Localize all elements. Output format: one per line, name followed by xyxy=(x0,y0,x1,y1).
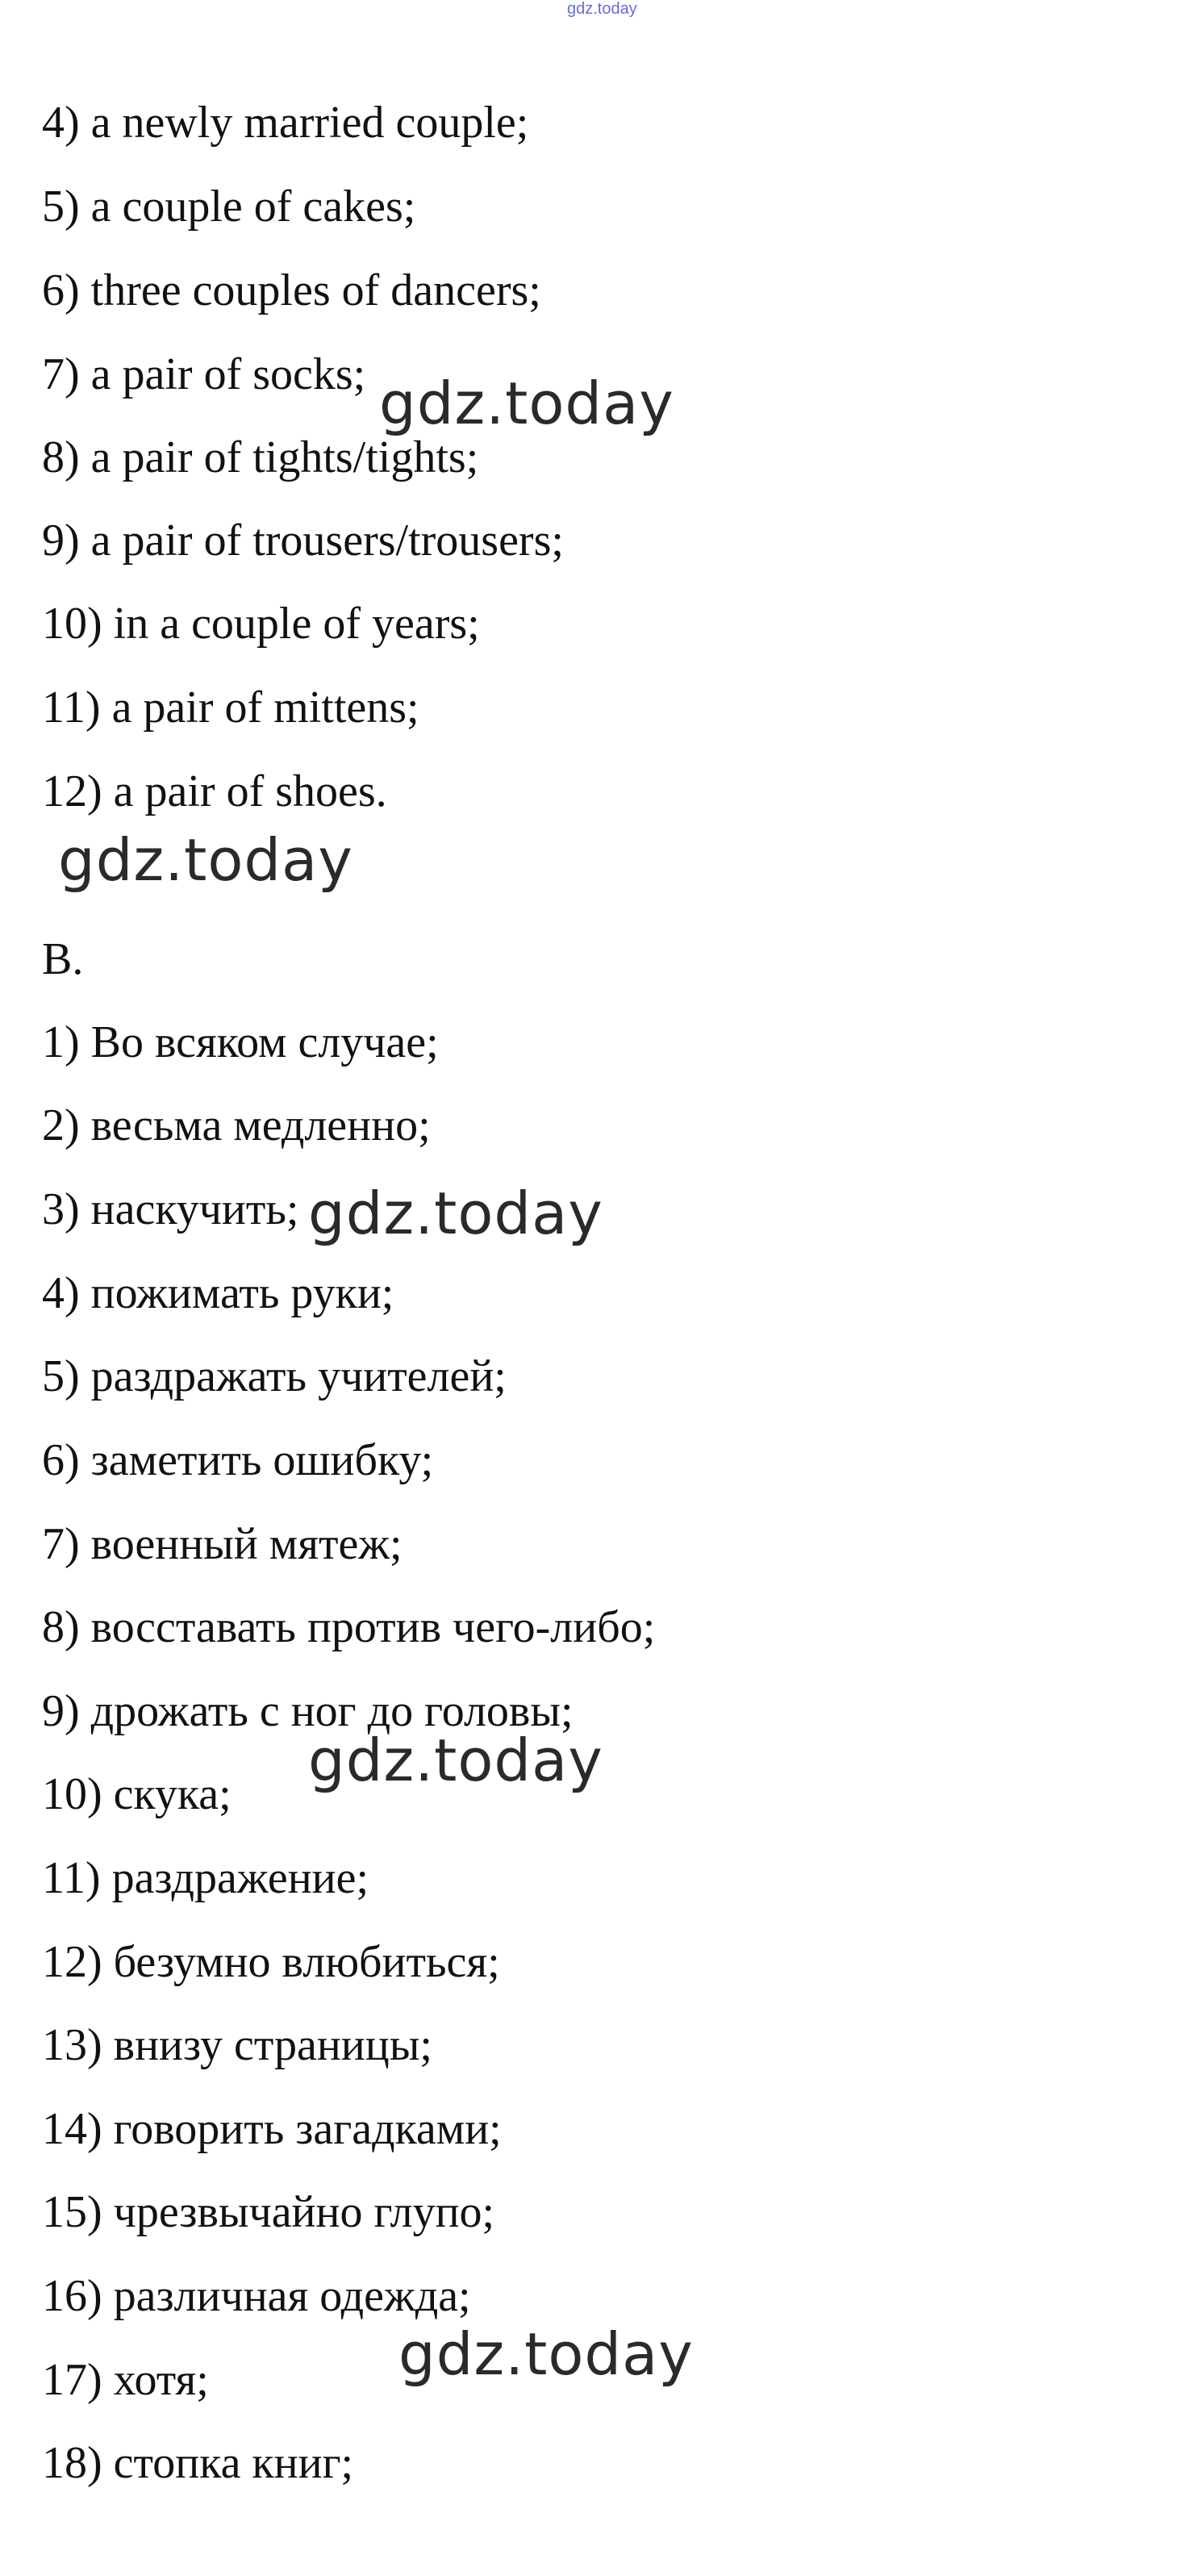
list-item: 11) a pair of mittens; xyxy=(42,683,419,733)
list-item: 10) скука; xyxy=(42,1769,232,1819)
list-item: 18) стопка книг; xyxy=(42,2438,354,2488)
list-item: 14) говорить загадками; xyxy=(42,2104,502,2154)
list-item: 6) three couples of dancers; xyxy=(42,265,541,315)
list-item: 11) раздражение; xyxy=(42,1853,369,1903)
section-b-heading: B. xyxy=(42,934,84,984)
list-item: 6) заметить ошибку; xyxy=(42,1435,434,1485)
header-watermark: gdz.today xyxy=(567,0,637,18)
watermark: gdz.today xyxy=(308,1726,603,1794)
list-item: 12) безумно влюбиться; xyxy=(42,1937,500,1987)
list-item: 7) a pair of socks; xyxy=(42,349,366,399)
list-item: 12) a pair of shoes. xyxy=(42,766,387,816)
list-item: 13) внизу страницы; xyxy=(42,2020,432,2070)
list-item: 8) a pair of tights/tights; xyxy=(42,432,479,482)
watermark: gdz.today xyxy=(398,2320,694,2388)
list-item: 7) военный мятеж; xyxy=(42,1519,403,1569)
list-item: 2) весьма медленно; xyxy=(42,1100,431,1150)
watermark: gdz.today xyxy=(58,826,353,894)
list-item: 8) восставать против чего-либо; xyxy=(42,1602,656,1652)
list-item: 5) a couple of cakes; xyxy=(42,182,416,232)
list-item: 4) пожимать руки; xyxy=(42,1268,394,1318)
list-item: 10) in a couple of years; xyxy=(42,599,480,649)
list-item: 3) наскучить; xyxy=(42,1184,299,1234)
list-item: 17) хотя; xyxy=(42,2355,209,2405)
list-item: 16) различная одежда; xyxy=(42,2271,471,2321)
list-item: 4) a newly married couple; xyxy=(42,98,529,148)
list-item: 5) раздражать учителей; xyxy=(42,1351,507,1401)
watermark: gdz.today xyxy=(308,1179,603,1247)
list-item: 1) Во всяком случае; xyxy=(42,1017,439,1067)
list-item: 9) a pair of trousers/trousers; xyxy=(42,516,564,566)
list-item: 9) дрожать с ног до головы; xyxy=(42,1686,574,1736)
list-item: 15) чрезвычайно глупо; xyxy=(42,2187,495,2237)
watermark: gdz.today xyxy=(379,369,674,437)
